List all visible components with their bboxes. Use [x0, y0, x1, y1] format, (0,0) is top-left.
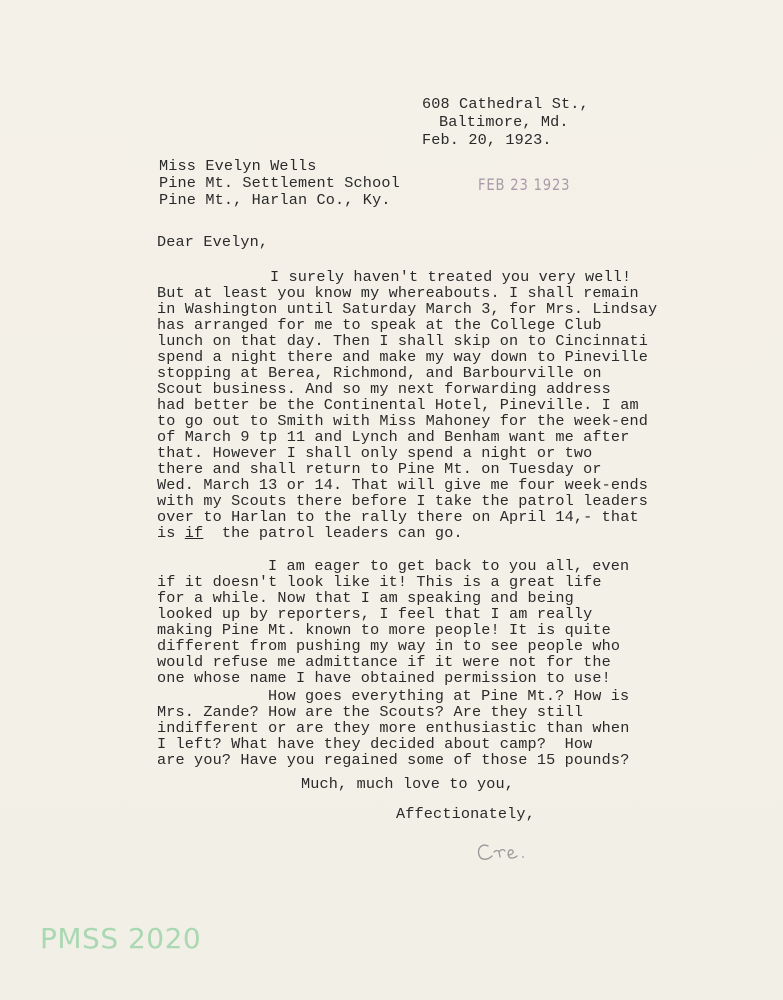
paragraph-line: one whose name I have obtained permission to use!: [157, 669, 611, 687]
text-run: the patrol leaders can go.: [203, 524, 463, 542]
paragraph-line: with my Scouts there before I take the patrol leaders: [157, 492, 648, 510]
paragraph-line: making Pine Mt. known to more people! It is quite: [157, 621, 611, 639]
underlined-word: if: [184, 524, 204, 542]
paragraph-line: in Washington until Saturday March 3, for Mrs. Lindsay: [157, 300, 658, 318]
received-date-stamp: FEB 23 1923: [478, 175, 571, 194]
paragraph-line: I left? What have they decided about camp? How: [157, 735, 593, 753]
paragraph-line: there and shall return to Pine Mt. on Tuesday or: [157, 460, 602, 478]
paragraph-line: different from pushing my way in to see people who: [157, 637, 621, 655]
salutation: Dear Evelyn,: [157, 233, 269, 251]
paragraph-line: Scout business. And so my next forwarding address: [157, 380, 611, 398]
recipient-location: Pine Mt., Harlan Co., Ky.: [159, 191, 391, 209]
paragraph-line: of March 9 tp 11 and Lynch and Benham want me after: [157, 428, 630, 446]
paragraph-line: has arranged for me to speak at the College Club: [157, 316, 602, 334]
paragraph-line: stopping at Berea, Richmond, and Barbourville on: [157, 364, 602, 382]
paragraph-line: lunch on that day. Then I shall skip on to Cincinnati: [157, 332, 648, 350]
text-run: is: [157, 524, 185, 542]
paragraph-line: for a while. Now that I am speaking and being: [157, 589, 574, 607]
paragraph-line: I am eager to get back to you all, even: [268, 557, 630, 575]
paragraph-line: if it doesn't look like it! This is a great life: [157, 573, 602, 591]
archive-watermark: PMSS 2020: [40, 922, 202, 955]
paragraph-line: over to Harlan to the rally there on April 14,- that: [157, 508, 639, 526]
paragraph-line: had better be the Continental Hotel, Pineville. I am: [157, 396, 639, 414]
paragraph-line: spend a night there and make my way down to Pineville: [157, 348, 648, 366]
sender-street: 608 Cathedral St.,: [422, 95, 589, 113]
paragraph-line: Mrs. Zande? How are the Scouts? Are they still: [157, 703, 584, 721]
paragraph-line: Wed. March 13 or 14. That will give me four week-ends: [157, 476, 648, 494]
paragraph-line: are you? Have you regained some of those 15 pounds?: [157, 751, 630, 769]
paragraph-line: indifferent or are they more enthusiastic than when: [157, 719, 630, 737]
sender-city: Baltimore, Md.: [439, 113, 569, 131]
letter-date: Feb. 20, 1923.: [422, 131, 552, 149]
paragraph-line: looked up by reporters, I feel that I am really: [157, 605, 593, 623]
paragraph-line: But at least you know my whereabouts. I shall remain: [157, 284, 639, 302]
paragraph-line: I surely haven't treated you very well!: [270, 268, 632, 286]
paragraph-line-last: [157, 525, 463, 541]
paragraph-line: would refuse me admittance if it were not for the: [157, 653, 611, 671]
recipient-org: Pine Mt. Settlement School: [159, 174, 400, 192]
closing-love: Much, much love to you,: [301, 775, 515, 793]
paragraph-line: that. However I shall only spend a night or two: [157, 444, 593, 462]
paragraph-line: to go out to Smith with Miss Mahoney for the week-end: [157, 412, 648, 430]
handwritten-signature: [474, 834, 544, 866]
recipient-name: Miss Evelyn Wells: [159, 157, 317, 175]
paragraph-line: How goes everything at Pine Mt.? How is: [268, 687, 630, 705]
closing-affectionately: Affectionately,: [396, 805, 535, 823]
